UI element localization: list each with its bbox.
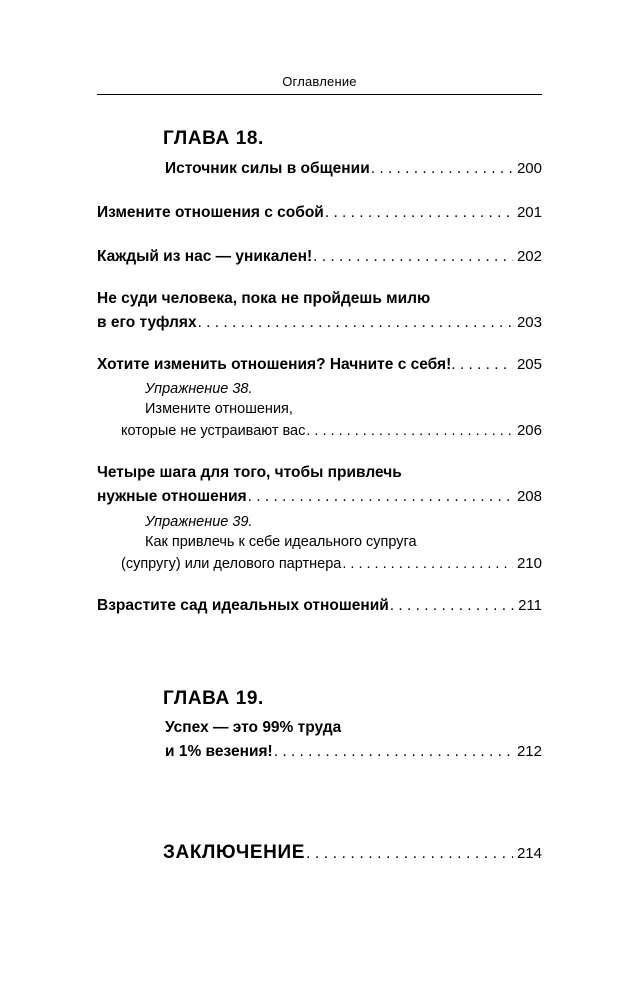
chapter-title: Источник силы в общении (165, 160, 370, 177)
entry-title-line2: (супругу) или делового партнера (121, 556, 342, 572)
page-number: 205 (516, 356, 542, 373)
toc-entry[interactable] (97, 248, 542, 266)
toc-entry-chapter-18[interactable] (165, 160, 542, 178)
chapter-19-label (163, 688, 264, 710)
header-rule (97, 94, 542, 95)
page-number: 206 (516, 422, 542, 439)
dot-leader (325, 204, 513, 222)
page-number: 202 (516, 248, 542, 265)
page-number: 210 (516, 555, 542, 572)
page-number: 200 (516, 160, 542, 177)
toc-subentry[interactable] (121, 514, 542, 572)
dot-leader (306, 845, 513, 863)
toc-subentry[interactable] (121, 381, 542, 439)
entry-title-line1: Не суди человека, пока не пройдешь милю (97, 290, 431, 307)
dot-leader (313, 248, 513, 266)
page-number: 214 (516, 845, 542, 862)
page-number: 211 (518, 597, 542, 614)
chapter-label: ГЛАВА 19. (163, 688, 264, 709)
running-header: Оглавление (282, 74, 357, 89)
dot-leader (390, 597, 514, 615)
page-number: 201 (516, 204, 542, 221)
entry-title: Каждый из нас — уникален! (97, 248, 313, 265)
dot-leader (248, 488, 513, 506)
entry-title-line2: нужные отношения (97, 488, 247, 505)
chapter-title-line1: Успех — это 99% труда (165, 719, 342, 736)
toc-entry[interactable] (97, 204, 542, 222)
chapter-title-line2: и 1% везения! (165, 743, 273, 760)
entry-title: Взрастите сад идеальных отношений (97, 597, 389, 614)
toc-entry-conclusion[interactable] (163, 842, 542, 864)
toc-entry[interactable] (97, 356, 542, 374)
entry-title: Измените отношения с собой (97, 204, 324, 221)
dot-leader (274, 743, 513, 761)
page-number: 203 (516, 314, 542, 331)
entry-title: Хотите изменить отношения? Начните с себя! (97, 356, 452, 373)
toc-entry[interactable] (97, 597, 542, 615)
exercise-label: Упражнение 39. (145, 514, 253, 530)
exercise-label: Упражнение 38. (145, 381, 253, 397)
page-number: 212 (516, 743, 542, 760)
entry-title-line1: Четыре шага для того, чтобы привлечь (97, 464, 402, 481)
chapter-18-label (163, 128, 264, 150)
toc-entry-chapter-19[interactable] (165, 719, 542, 761)
toc-entry[interactable] (97, 464, 542, 506)
dot-leader (451, 356, 513, 374)
entry-title-line2: в его туфлях (97, 314, 197, 331)
toc-entry[interactable] (97, 290, 542, 332)
entry-title-line1: Измените отношения, (145, 401, 293, 417)
chapter-label: ГЛАВА 18. (163, 128, 264, 149)
page-number: 208 (516, 488, 542, 505)
entry-title-line2: которые не устраивают вас (121, 423, 306, 439)
dot-leader (371, 160, 513, 178)
entry-title-line1: Как привлечь к себе идеального супруга (145, 534, 417, 550)
dot-leader (342, 556, 513, 572)
conclusion-title: ЗАКЛЮЧЕНИЕ (163, 842, 305, 863)
dot-leader (306, 423, 513, 439)
dot-leader (198, 314, 513, 332)
